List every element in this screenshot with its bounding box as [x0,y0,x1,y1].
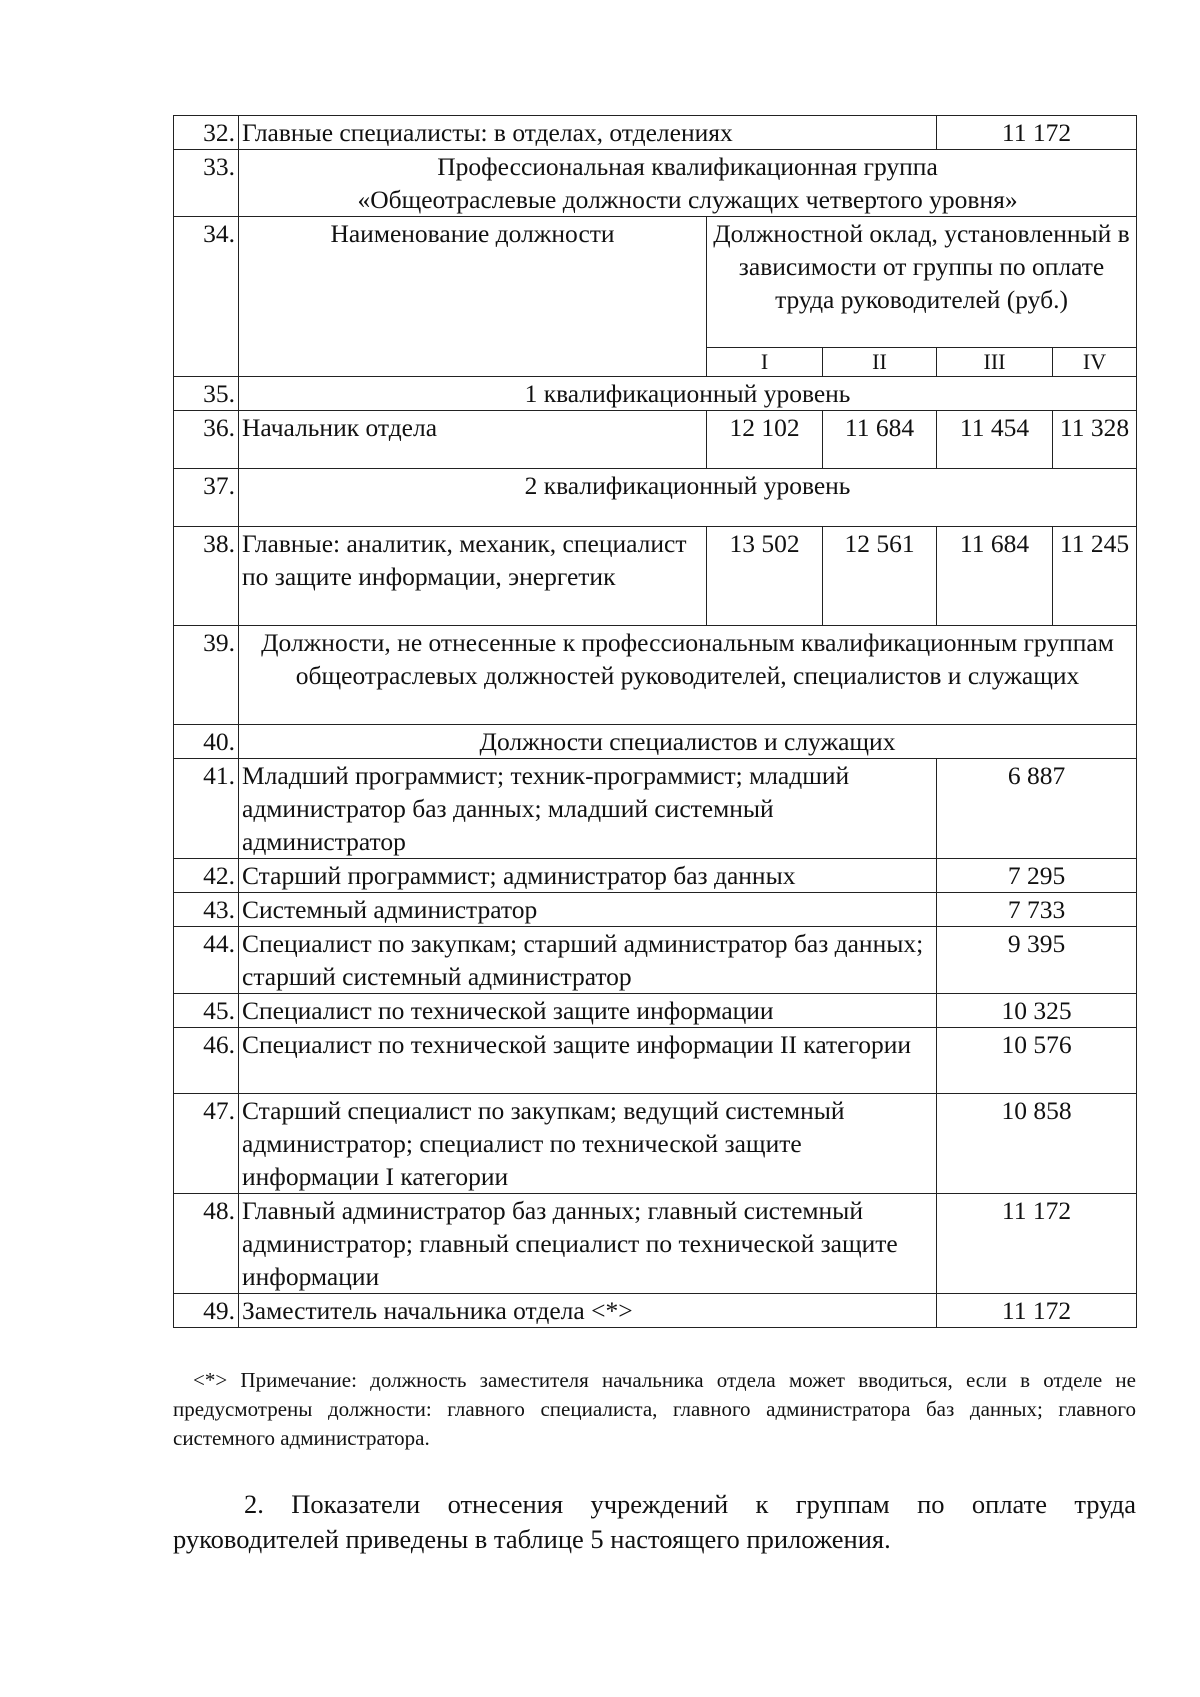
position-name: Заместитель начальника отдела <*> [239,1294,937,1328]
salary-value: 10 576 [937,1028,1137,1094]
table-row [174,411,1137,469]
group-header: I [707,348,823,377]
table-row [174,116,1137,150]
salary-table-container [173,115,1136,1328]
row-number: 40. [174,725,239,759]
column-header-position: Наименование должности [239,217,707,377]
position-name: Главный администратор баз данных; главный системный администратор; главный специалист по технической защите информации [239,1194,937,1294]
position-name: Специалист по технической защите информации [239,994,937,1028]
row-number: 41. [174,759,239,859]
position-name: Главные: аналитик, механик, специалист по защите информации, энергетик [239,527,707,626]
row-number: 35. [174,377,239,411]
row-number: 44. [174,927,239,994]
row-number: 36. [174,411,239,469]
section-heading: Должности специалистов и служащих [239,725,1137,759]
position-name: Специалист по закупкам; старший администратор баз данных; старший системный администратор [239,927,937,994]
table-row [174,927,1137,994]
row-number: 49. [174,1294,239,1328]
salary-value: 11 328 [1053,411,1137,469]
table-header-row [174,217,1137,348]
table-row [174,626,1137,725]
row-number: 34. [174,217,239,377]
salary-value: 10 858 [937,1094,1137,1194]
table-row [174,1094,1137,1194]
position-name: Главные специалисты: в отделах, отделениях [239,116,937,150]
position-name: Системный администратор [239,893,937,927]
group-header: II [823,348,937,377]
salary-value: 11 684 [937,527,1053,626]
position-name: Старший специалист по закупкам; ведущий системный администратор; специалист по технической защите информации I категории [239,1094,937,1194]
table-row [174,759,1137,859]
row-number: 45. [174,994,239,1028]
position-name: Начальник отдела [239,411,707,469]
table-row [174,469,1137,527]
body-paragraph: 2. Показатели отнесения учреждений к группам по оплате труда руководителей приведены в таблице 5 настоящего приложения. [173,1489,1136,1554]
row-number: 47. [174,1094,239,1194]
salary-value: 13 502 [707,527,823,626]
group-heading-line2: «Общеотраслевые должности служащих четвертого уровня» [357,185,1018,214]
table-row [174,994,1137,1028]
group-header: III [937,348,1053,377]
row-number: 37. [174,469,239,527]
group-heading [239,150,1137,217]
salary-value: 10 325 [937,994,1137,1028]
salary-value: 12 561 [823,527,937,626]
salary-value: 12 102 [707,411,823,469]
level-heading: 2 квалификационный уровень [239,469,1137,527]
row-number: 43. [174,893,239,927]
salary-value: 11 172 [937,1294,1137,1328]
position-name: Специалист по технической защите информации II категории [239,1028,937,1094]
table-row [174,527,1137,626]
table-row [174,377,1137,411]
level-heading: 1 квалификационный уровень [239,377,1137,411]
row-number: 38. [174,527,239,626]
salary-value: 6 887 [937,759,1137,859]
group-heading-line1: Профессиональная квалификационная группа [437,152,938,181]
row-number: 33. [174,150,239,217]
table-row [174,1028,1137,1094]
salary-value: 7 295 [937,859,1137,893]
salary-value: 9 395 [937,927,1137,994]
row-number: 32. [174,116,239,150]
salary-value: 11 172 [937,1194,1137,1294]
salary-value: 7 733 [937,893,1137,927]
salary-value: 11 245 [1053,527,1137,626]
group-header: IV [1053,348,1137,377]
section-heading: Должности, не отнесенные к профессиональным квалификационным группам общеотраслевых должностей руководителей, специалистов и служащих [239,626,1137,725]
row-number: 39. [174,626,239,725]
salary-value: 11 454 [937,411,1053,469]
position-name: Старший программист; администратор баз данных [239,859,937,893]
salary-table [173,115,1137,1328]
table-row [174,859,1137,893]
salary-value: 11 172 [937,116,1137,150]
row-number: 48. [174,1194,239,1294]
table-row [174,1194,1137,1294]
table-row [174,893,1137,927]
row-number: 42. [174,859,239,893]
salary-value: 11 684 [823,411,937,469]
column-header-salary: Должностной оклад, установленный в зависимости от группы по оплате труда руководителей (руб.) [707,217,1137,348]
table-row [174,725,1137,759]
position-name: Младший программист; техник-программист; младший администратор баз данных; младший системный администратор [239,759,937,859]
table-row [174,1294,1137,1328]
row-number: 46. [174,1028,239,1094]
table-row [174,150,1137,217]
table-footnote: <*> Примечание: должность заместителя начальника отдела может вводиться, если в отделе не предусмотрены должности: главного специалиста, главного администратора баз данных; главного системного администратора. [173,1368,1136,1450]
